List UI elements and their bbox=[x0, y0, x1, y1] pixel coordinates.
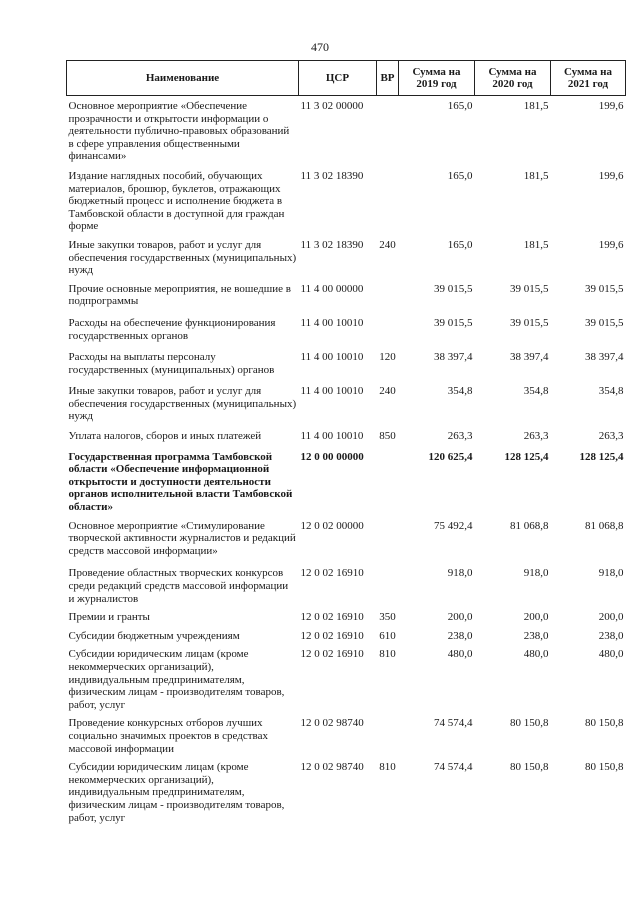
row-sum-2021: 199,6 bbox=[598, 169, 624, 182]
row-sum-2021: 199,6 bbox=[598, 238, 624, 251]
row-vr bbox=[377, 96, 399, 170]
row-sum-2019: 39 015,5 bbox=[434, 282, 473, 295]
row-vr: 850 bbox=[379, 430, 396, 443]
row-sum-2020: 354,8 bbox=[523, 385, 549, 398]
table-row bbox=[67, 239, 626, 283]
row-csr: 11 3 02 18390 bbox=[300, 238, 364, 251]
table-row bbox=[67, 567, 626, 611]
row-sum-2020: 238,0 bbox=[523, 629, 549, 642]
row-vr bbox=[377, 717, 399, 761]
row-sum-2019: 263,3 bbox=[447, 430, 473, 443]
row-sum-2019: 74 574,4 bbox=[434, 761, 473, 774]
row-sum-2020: 38 397,4 bbox=[510, 351, 549, 364]
row-name: Проведение конкурсных отборов лучших социально значимых проектов в средствах массовой информации bbox=[68, 717, 268, 755]
header-sum-2020: Сумма на 2020 год bbox=[475, 61, 551, 96]
row-vr bbox=[377, 317, 399, 351]
row-sum-2020: 128 125,4 bbox=[504, 450, 549, 463]
row-sum-2021: 263,3 bbox=[598, 430, 624, 443]
row-csr: 11 4 00 10010 bbox=[300, 430, 364, 443]
row-sum-2020: 80 150,8 bbox=[510, 717, 549, 730]
row-sum-2019: 38 397,4 bbox=[434, 351, 473, 364]
row-sum-2020: 81 068,8 bbox=[510, 519, 549, 532]
row-vr bbox=[377, 520, 399, 568]
row-sum-2020: 263,3 bbox=[523, 430, 549, 443]
row-sum-2021: 200,0 bbox=[598, 611, 624, 624]
row-name: Основное мероприятие «Обеспечение прозрачности и открытости информации о деятельности публично-правовых образований в сфере управления общественными финансами» bbox=[68, 100, 290, 163]
header-vr: ВР bbox=[377, 61, 399, 96]
row-name: Уплата налогов, сборов и иных платежей bbox=[68, 430, 262, 443]
row-sum-2020: 181,5 bbox=[523, 100, 549, 112]
budget-table bbox=[66, 60, 626, 832]
row-name: Проведение областных творческих конкурсов среди редакций средств массовой информации и журналистов bbox=[68, 567, 289, 605]
row-csr: 12 0 02 00000 bbox=[300, 519, 364, 532]
row-sum-2019: 120 625,4 bbox=[428, 450, 473, 463]
row-vr bbox=[377, 283, 399, 317]
row-sum-2019: 238,0 bbox=[447, 629, 473, 642]
row-sum-2019: 165,0 bbox=[447, 100, 473, 112]
header-csr: ЦСР bbox=[299, 61, 377, 96]
row-csr: 12 0 02 16910 bbox=[300, 611, 364, 624]
row-sum-2021: 81 068,8 bbox=[585, 519, 624, 532]
row-name: Прочие основные мероприятия, не вошедшие в подпрограммы bbox=[68, 282, 291, 308]
table-row bbox=[67, 317, 626, 351]
table-row bbox=[67, 283, 626, 317]
row-csr: 11 4 00 10010 bbox=[300, 351, 364, 364]
row-csr: 12 0 02 16910 bbox=[300, 648, 364, 661]
row-sum-2019: 165,0 bbox=[447, 169, 473, 182]
row-csr: 12 0 02 16910 bbox=[300, 629, 364, 642]
header-sum-2019: Сумма на 2019 год bbox=[399, 61, 475, 96]
row-name: Издание наглядных пособий, обучающих материалов, брошюр, буклетов, отражающих бюджетный процесс и исполнение бюджета в Тамбовской области в доступной для граждан форме bbox=[68, 169, 285, 233]
row-csr: 12 0 00 00000 bbox=[300, 450, 364, 463]
row-vr bbox=[377, 451, 399, 520]
row-vr: 810 bbox=[379, 648, 396, 661]
row-name: Основное мероприятие «Стимулирование творческой активности журналистов и редакций средств массовой информации» bbox=[68, 519, 296, 557]
row-sum-2021: 918,0 bbox=[598, 567, 624, 580]
row-vr bbox=[377, 567, 399, 611]
row-name: Субсидии бюджетным учреждениям bbox=[68, 629, 240, 642]
row-name: Премии и гранты bbox=[68, 611, 150, 624]
row-name: Государственная программа Тамбовской области «Обеспечение информационной открытости и доступности деятельности органов исполнительной власти Тамбовской области» bbox=[68, 450, 293, 514]
row-csr: 11 3 02 00000 bbox=[300, 100, 364, 112]
row-sum-2020: 80 150,8 bbox=[510, 761, 549, 774]
table-row bbox=[67, 761, 626, 832]
row-sum-2021: 480,0 bbox=[598, 648, 624, 661]
table-row bbox=[67, 630, 626, 649]
row-name: Иные закупки товаров, работ и услуг для обеспечения государственных (муниципальных) нужд bbox=[68, 385, 297, 423]
row-sum-2020: 181,5 bbox=[523, 238, 549, 251]
row-sum-2020: 39 015,5 bbox=[510, 316, 549, 329]
table-row bbox=[67, 717, 626, 761]
row-name: Расходы на выплаты персоналу государственных (муниципальных) органов bbox=[68, 351, 275, 376]
row-csr: 12 0 02 98740 bbox=[300, 717, 364, 730]
row-sum-2019: 165,0 bbox=[447, 238, 473, 251]
row-vr: 240 bbox=[379, 238, 396, 251]
page-number: 470 bbox=[311, 40, 329, 54]
row-sum-2020: 200,0 bbox=[523, 611, 549, 624]
row-sum-2019: 480,0 bbox=[447, 648, 473, 661]
table-row bbox=[67, 611, 626, 630]
row-sum-2021: 80 150,8 bbox=[585, 717, 624, 730]
row-vr: 120 bbox=[379, 351, 396, 364]
row-sum-2021: 199,6 bbox=[598, 100, 624, 112]
row-sum-2021: 128 125,4 bbox=[579, 450, 624, 463]
row-vr: 610 bbox=[379, 629, 396, 642]
row-sum-2021: 39 015,5 bbox=[585, 316, 624, 329]
row-csr: 11 4 00 10010 bbox=[300, 385, 364, 398]
row-vr: 810 bbox=[379, 761, 396, 774]
table-row bbox=[67, 520, 626, 568]
row-csr: 12 0 02 98740 bbox=[300, 761, 364, 774]
row-sum-2021: 80 150,8 bbox=[585, 761, 624, 774]
row-sum-2020: 480,0 bbox=[523, 648, 549, 661]
row-csr: 12 0 02 16910 bbox=[300, 567, 364, 580]
table-header-row bbox=[67, 61, 626, 96]
row-vr bbox=[377, 170, 399, 239]
row-csr: 11 4 00 00000 bbox=[300, 282, 364, 295]
row-sum-2021: 38 397,4 bbox=[585, 351, 624, 364]
row-sum-2019: 200,0 bbox=[447, 611, 473, 624]
table-row bbox=[67, 385, 626, 430]
row-sum-2020: 39 015,5 bbox=[510, 282, 549, 295]
table-row bbox=[67, 430, 626, 451]
header-sum-2021: Сумма на 2021 год bbox=[551, 61, 626, 96]
table-row bbox=[67, 170, 626, 239]
row-sum-2021: 238,0 bbox=[598, 629, 624, 642]
row-vr: 240 bbox=[379, 385, 396, 398]
table-row bbox=[67, 451, 626, 520]
row-sum-2019: 918,0 bbox=[447, 567, 473, 580]
row-vr: 350 bbox=[379, 611, 396, 624]
row-sum-2019: 75 492,4 bbox=[434, 519, 473, 532]
row-name: Субсидии юридическим лицам (кроме некоммерческих организаций), индивидуальным предпринимателям, физическим лицам - производителям товаров, работ, услуг bbox=[68, 761, 285, 824]
row-sum-2021: 39 015,5 bbox=[585, 282, 624, 295]
row-name: Расходы на обеспечение функционирования государственных органов bbox=[68, 316, 276, 342]
row-name: Субсидии юридическим лицам (кроме некоммерческих организаций), индивидуальным предпринимателям, физическим лицам - производителям товаров, работ, услуг bbox=[68, 648, 285, 711]
row-name: Иные закупки товаров, работ и услуг для обеспечения государственных (муниципальных) нужд bbox=[68, 238, 297, 277]
row-csr: 11 3 02 18390 bbox=[300, 169, 364, 182]
table-row bbox=[67, 96, 626, 170]
row-csr: 11 4 00 10010 bbox=[300, 316, 364, 329]
table-row bbox=[67, 648, 626, 717]
row-sum-2020: 918,0 bbox=[523, 567, 549, 580]
row-sum-2019: 74 574,4 bbox=[434, 717, 473, 730]
row-sum-2019: 39 015,5 bbox=[434, 316, 473, 329]
row-sum-2020: 181,5 bbox=[523, 169, 549, 182]
row-sum-2019: 354,8 bbox=[447, 385, 473, 398]
header-name: Наименование bbox=[67, 61, 299, 96]
table-body bbox=[67, 96, 626, 833]
table-row bbox=[67, 351, 626, 385]
row-sum-2021: 354,8 bbox=[598, 385, 624, 398]
